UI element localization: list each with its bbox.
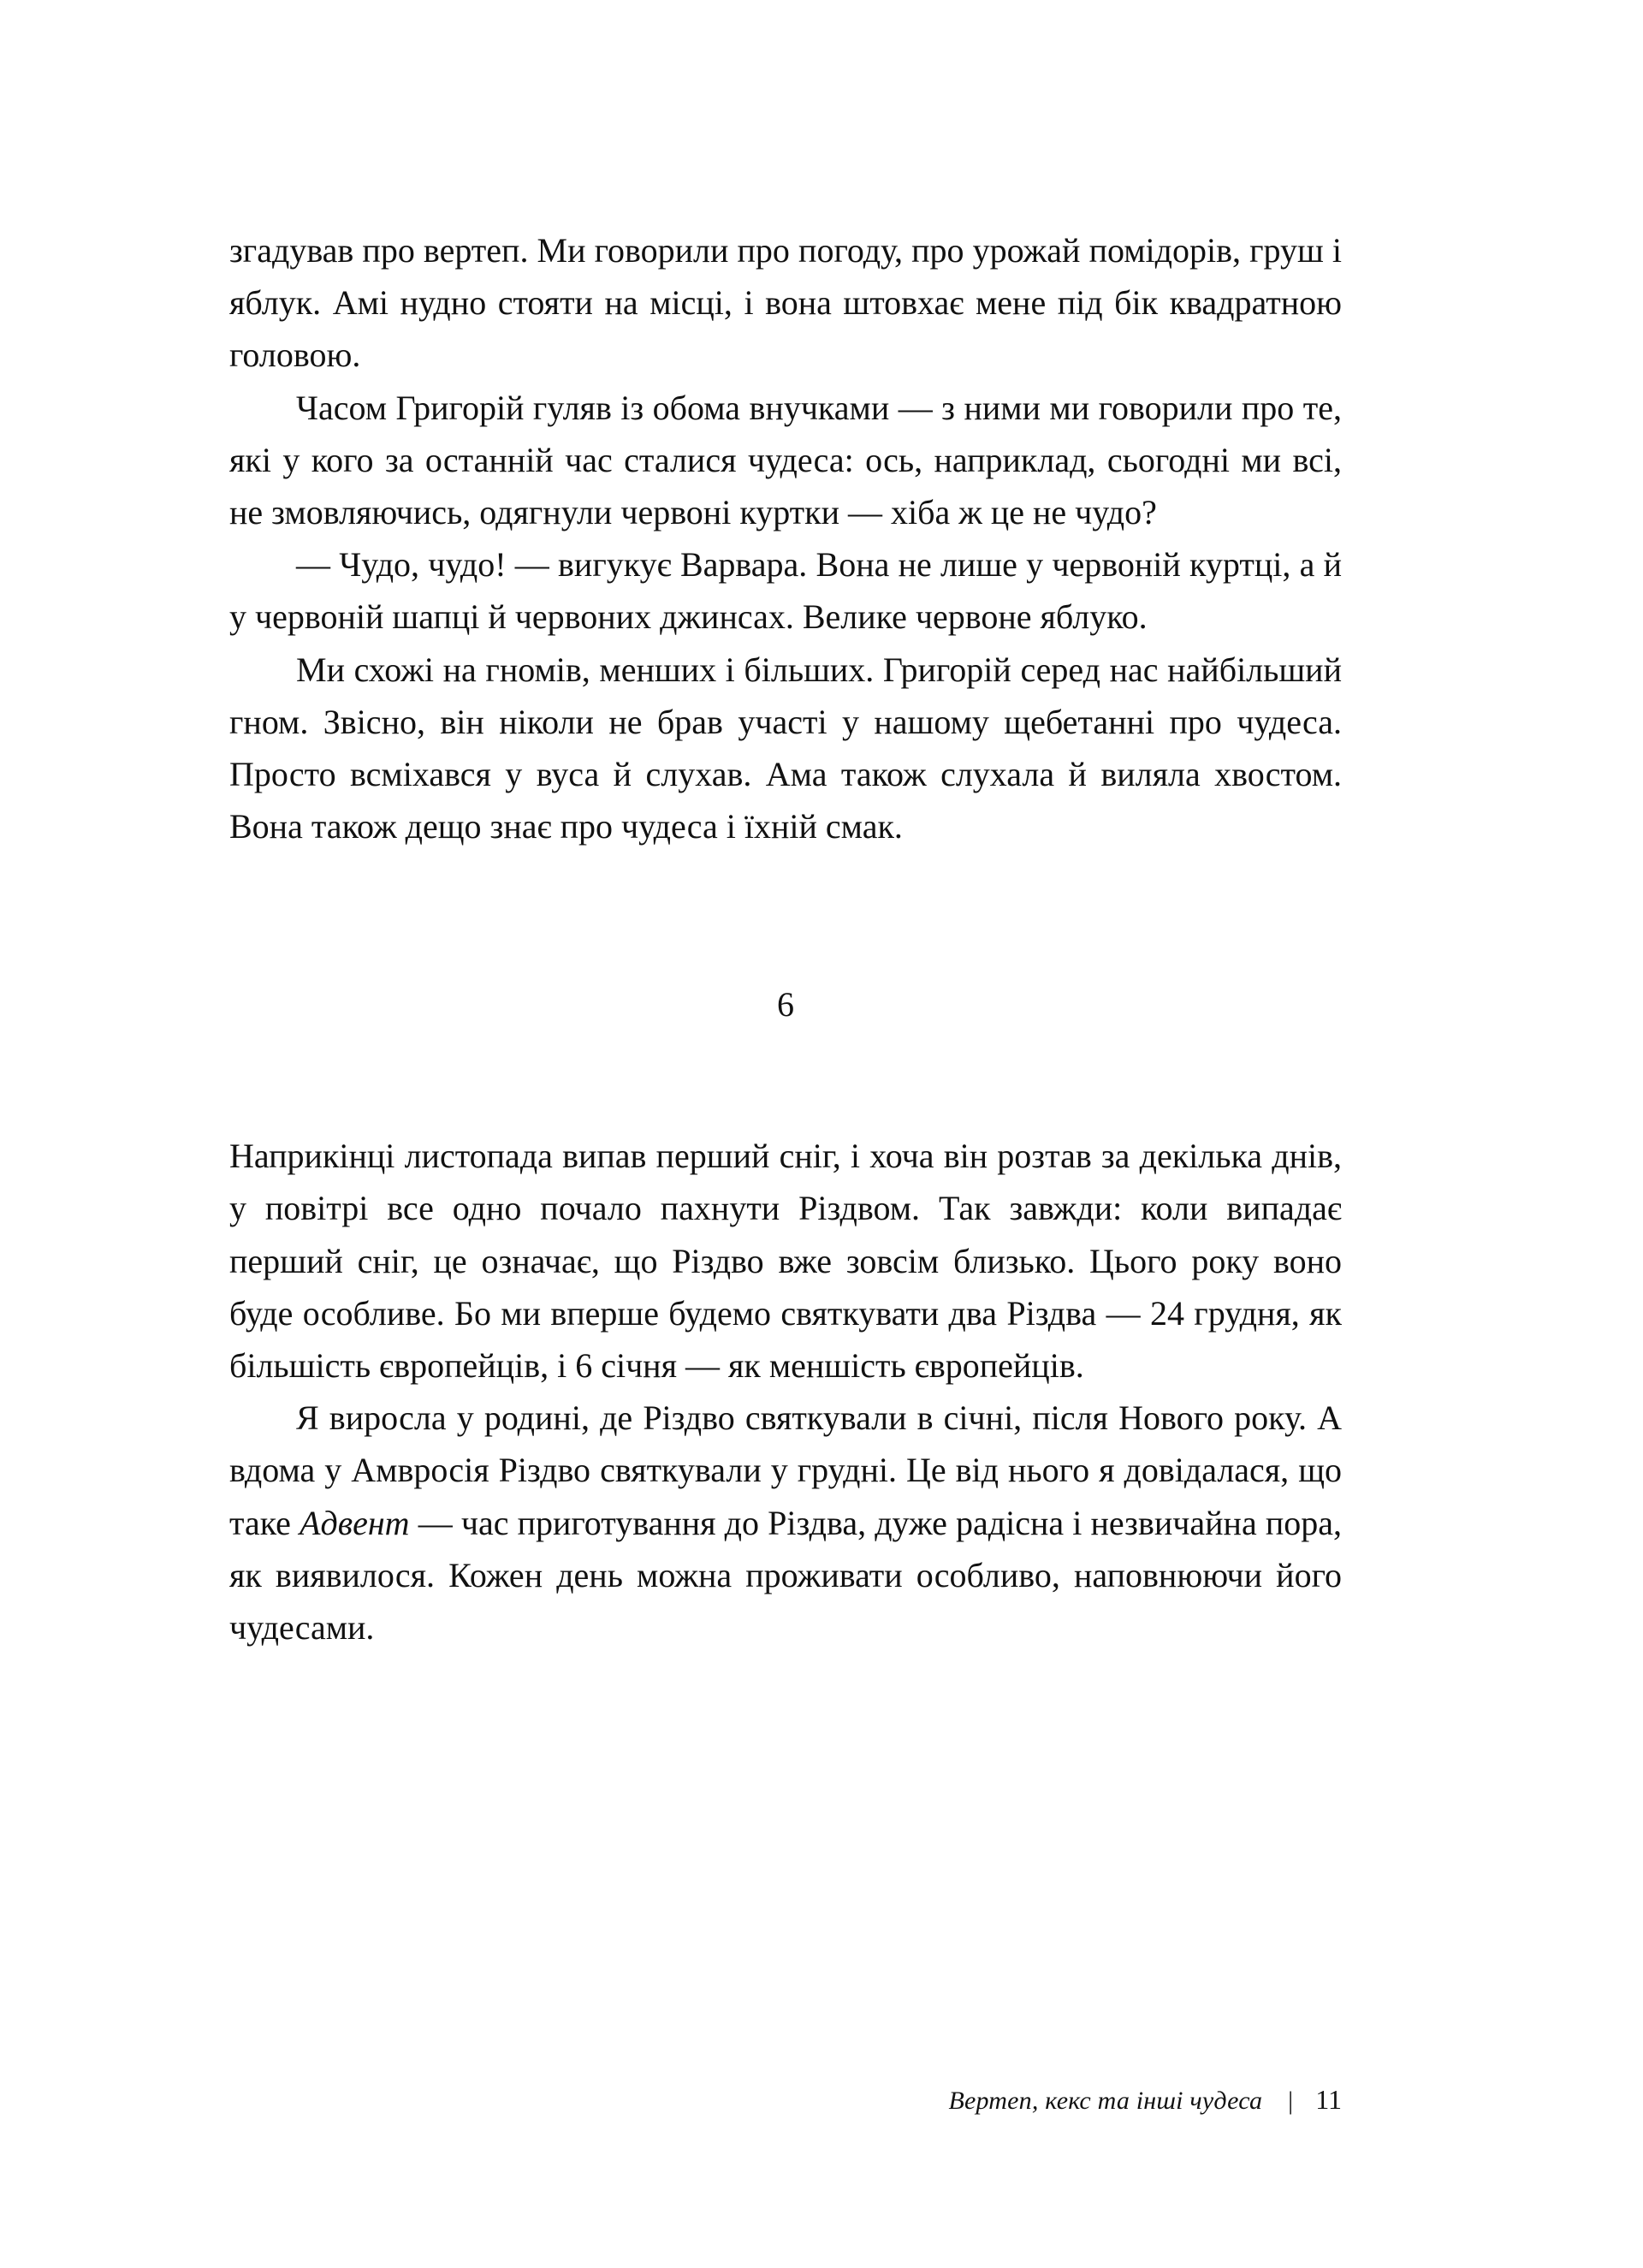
section-number: 6 [777, 985, 794, 1024]
paragraph: згадував про вертеп. Ми говорили про погоду, про урожай помідорів, груш і яблук. Амі нудно стояти на місці, і вона штовхає мене під бік квадратною головою. [229, 231, 1342, 375]
paragraph: — Чудо, чудо! — вигукує Варвара. Вона не лише у червоній куртці, а й у червоній шапці й червоних джинсах. Велике червоне яблуко. [229, 545, 1342, 637]
paragraph: Ми схожі на гномів, менших і більших. Григорій серед нас найбільший гном. Звісно, він ніколи не брав участі у нашому щебетанні про чудеса. Просто всміхався у вуса й слухав. Ама також слухала й виляла хвостом. Вона також дещо знає про чудеса і їхній смак. [229, 650, 1342, 846]
paragraph-with-italic [229, 1392, 1342, 1654]
page-number: 11 [1315, 2084, 1342, 2115]
footer-separator: | [1288, 2087, 1294, 2115]
page-text-column [229, 224, 1342, 1654]
paragraph: Наприкінці листопада випав перший сніг, і хоча він розтав за декілька днів, у повітрі все одно почало пахнути Різдвом. Так завжди: коли випадає перший сніг, це означає, що Різдво вже зовсім близько. Цього року воно буде особливе. Бо ми вперше будемо святкувати два Різдва — 24 грудня, як більшість європейців, і 6 січня — як меншість європейців. [229, 1137, 1342, 1385]
section-spacer-above [229, 852, 1342, 979]
paragraph-text-before-italic: Я виросла у родині, де Різдво святкували в січні, після Нового року. А вдома у Амвросія Різдво святкували у грудні. Це від нього я довідалася, що таке [229, 1398, 1342, 1542]
paragraph: Часом Григорій гуляв із обома внучками — з ними ми говорили про те, які у кого за останній час сталися чудеса: ось, наприклад, сьогодні ми всі, не змовляючись, одягнули червоні куртки — хіба ж це не чудо? [229, 388, 1342, 531]
section-spacer-below [229, 1030, 1342, 1130]
italic-term: Адвент [300, 1503, 410, 1542]
paragraph-text-after-italic: — час приготування до Різдва, дуже радісна і незвичайна пора, як виявилося. Кожен день можна проживати особливо, наповнюючи його чудесами. [229, 1503, 1342, 1647]
running-title: Вертеп, кекс та інші чудеса [948, 2087, 1263, 2115]
page-footer [229, 2084, 1342, 2116]
